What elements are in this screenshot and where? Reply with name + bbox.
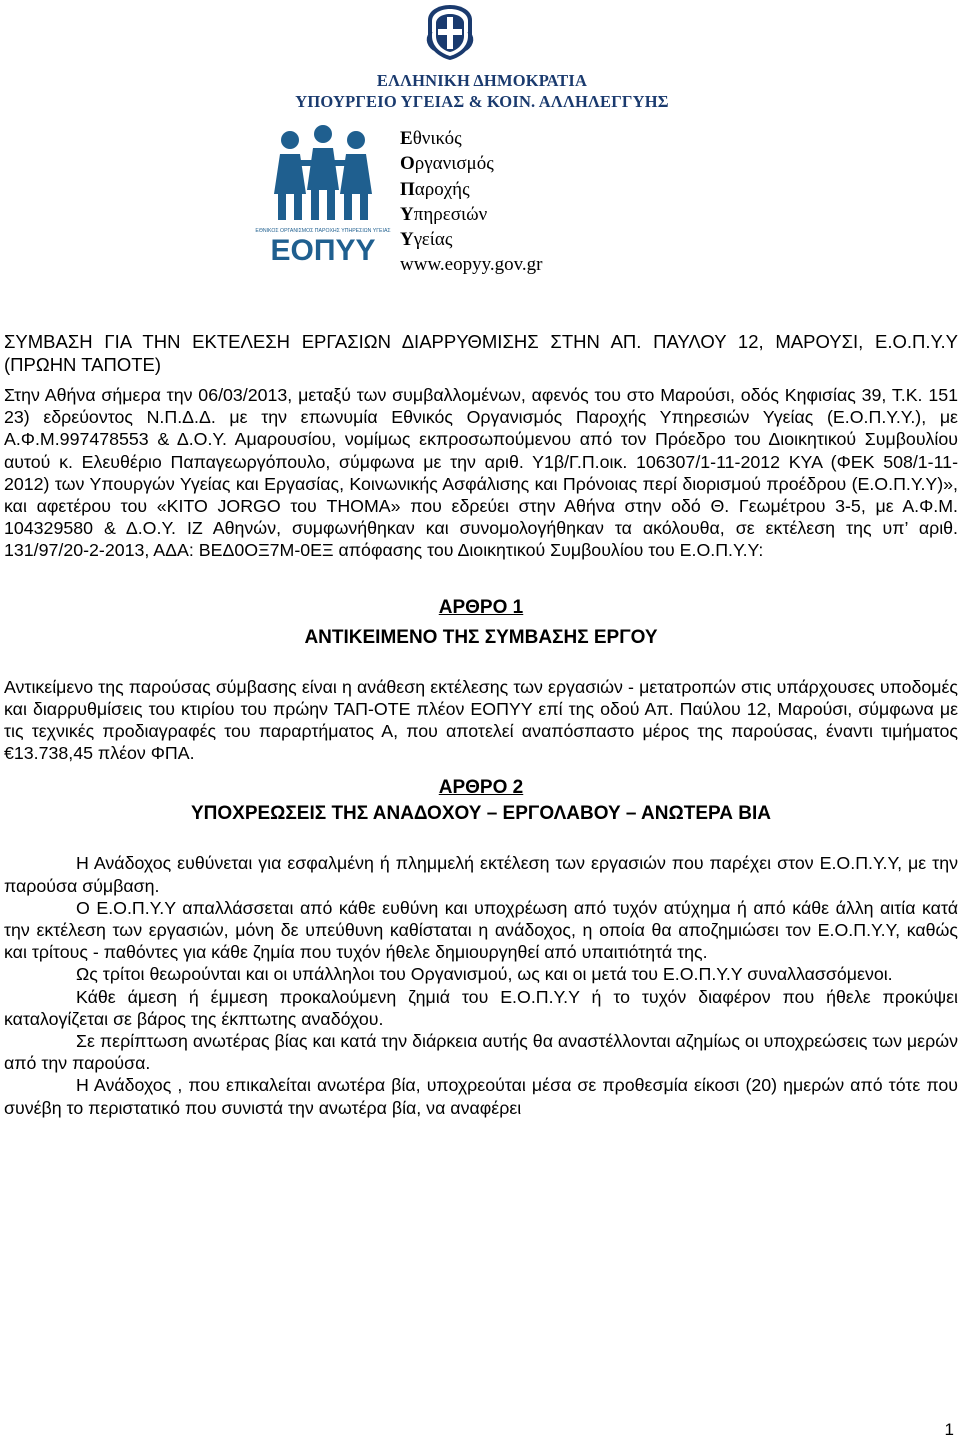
article-1-text: Αντικείμενο της παρούσας σύμβασης είναι η ανάθεση εκτέλεσης των εργασιών - μετατροπών στις υπάρχουσες υποδομές και διαρρυθμίσεις του κτιρίου του πρώην ΤΑΠ-ΟΤΕ πλέον ΕΟΠΥΥ επί της οδού Απ. Παύλου 12, Μαρούσι, σύμφωνα με τις τεχνικές προδιαγραφές του παραρτήματος Α, που αποτελεί αναπόσπαστο μέρος της παρούσας, έναντι τιμήματος €13.738,45 πλέον ΦΠΑ. <box>4 676 958 764</box>
article-2-number: ΑΡΘΡΟ 2 <box>438 777 524 799</box>
org-line-5: Υγείας <box>400 229 453 251</box>
article-2-paragraph: Κάθε άμεση ή έμμεση προκαλούμενη ζημιά του Ε.Ο.Π.Υ.Υ ή το τυχόν διαφέρον που ήθελε προκύψει καταλογίζεται σε βάρος της έκπτωτης αναδόχου. <box>4 986 958 1029</box>
org-line-1: Εθνικός <box>400 128 462 149</box>
org-line-3: Παροχής <box>400 178 470 200</box>
ministry-line-1: ΕΛΛΗΝΙΚΗ ΔΗΜΟΚΡΑΤΙΑ <box>376 71 588 90</box>
org-line-4: Υπηρεσιών <box>400 203 488 225</box>
logo-small-text: ΕΘΝΙΚΟΣ ΟΡΓΑΝΙΣΜΟΣ ΠΑΡΟΧΗΣ ΥΠΗΡΕΣΙΩΝ ΥΓΕΙΑΣ <box>255 228 391 234</box>
article-2-paragraph: Ως τρίτοι θεωρούνται και οι υπάλληλοι του Οργανισμού, ως και οι μετά του Ε.Ο.Π.Υ.Υ συναλλασσόμενοι. <box>76 964 893 985</box>
article-2-paragraph: Η Ανάδοχος , που επικαλείται ανωτέρα βία, υποχρεούται μέσα σε προθεσμία είκοσι (20) ημερών από τότε που συνέβη το περιστατικό που συνιστά την ανωτέρα βία, να αναφέρει <box>4 1075 958 1118</box>
article-1-title: ΑΝΤΙΚΕΙΜΕΝΟ ΤΗΣ ΣΥΜΒΑΣΗΣ ΕΡΓΟΥ <box>304 626 658 648</box>
article-2-paragraph: Σε περίπτωση ανωτέρας βίας και κατά την διάρκεια αυτής θα αναστέλλονται αζημίως οι υποχρεώσεις των μερών από την παρούσα. <box>4 1031 958 1074</box>
organization-name <box>400 126 494 252</box>
article-2-title: ΥΠΟΧΡΕΩΣΕΙΣ ΤΗΣ ΑΝΑΔΟΧΟΥ – ΕΡΓΟΛΑΒΟΥ – ΑΝΩΤΕΡΑ ΒΙΑ <box>190 803 771 825</box>
website-link[interactable]: www.eopyy.gov.gr <box>400 254 543 275</box>
article-1-number: ΑΡΘΡΟ 1 <box>438 596 524 618</box>
greek-coat-of-arms-icon <box>422 2 478 62</box>
page-number: 1 <box>944 1420 954 1439</box>
article-2-paragraph: Ο Ε.Ο.Π.Υ.Υ απαλλάσσεται από κάθε ευθύνη και υποχρέωση από τυχόν ατύχημα ή από κάθε άλλη αιτία κατά την εκτέλεση των εργασιών, μόνη δε υπεύθυνη καθίσταται η ανάδοχος, η οποία θα αποζημιώσει τον Ε.Ο.Π.Υ.Υ, καθώς και τρίτους - παθόντες για κάθε ζημία που τυχόν ήθελε δημιουργηθεί από υπαιτιότητά της. <box>4 897 958 963</box>
ministry-heading <box>262 70 702 112</box>
document-body <box>4 330 958 1119</box>
logo-wordmark: ΕΟΠΥΥ <box>270 234 376 267</box>
ministry-line-2: ΥΠΟΥΡΓΕΙΟ ΥΓΕΙΑΣ & ΚΟΙΝ. ΑΛΛΗΛΕΓΓΥΗΣ <box>295 92 669 111</box>
org-line-2: Οργανισμός <box>400 153 494 175</box>
eopyy-logo <box>255 124 391 267</box>
contract-title: ΣΥΜΒΑΣΗ ΓΙΑ ΤΗΝ ΕΚΤΕΛΕΣΗ ΕΡΓΑΣΙΩΝ ΔΙΑΡΡΥΘΜΙΣΗΣ ΣΤΗΝ ΑΠ. ΠΑΥΛΟΥ 12, ΜΑΡΟΥΣΙ, Ε.Ο.Π.Υ.Υ (ΠΡΩΗΝ ΤΑΠΟΤΕ) <box>4 331 958 375</box>
intro-paragraph: Στην Αθήνα σήμερα την 06/03/2013, μεταξύ των συμβαλλομένων, αφενός του στο Μαρούσι, οδός Κηφισίας 39, Τ.Κ. 151 23) εδρεύοντος Ν.Π.Δ.Δ. με την επωνυμία Εθνικός Οργανισμός Παροχής Υπηρεσιών Υγείας (Ε.Ο.Π.Υ.Υ.), με Α.Φ.Μ.997478553 & Δ.Ο.Υ. Αμαρουσίου, νομίμως εκπροσωπούμενου από τον Πρόεδρο του Διοικητικού Συμβουλίου αυτού κ. Ελευθέριο Παπαγεωργόπουλο, σύμφωνα με την αριθ. Υ1β/Γ.Π.οικ. 106307/1-11-2012 ΚΥΑ (ΦΕΚ 508/1-11-2012) των Υπουργών Υγείας και Εργασίας, Κοινωνικής Ασφάλισης και Πρόνοιας περί διορισμού προέδρου (Ε.Ο.Π.Υ.Υ)», και αφετέρου του «ΚΙΤΟ JORGO του THOMA» που εδρεύει στην Αθήνα στην οδό Θ. Γεωμέτρου 3-5, με Α.Φ.Μ. 104329580 & Δ.Ο.Υ. ΙΖ Αθηνών, συμφωνήθηκαν και συνομολογήθηκαν τα ακόλουθα, σε εκτέλεση της υπ’ αριθ. 131/97/20-2-2013, ΑΔΑ: ΒΕΔ0ΟΞ7Μ-0ΕΞ απόφασης του Διοικητικού Συμβουλίου του Ε.Ο.Π.Υ.Υ: <box>4 385 958 561</box>
article-2-paragraph: Η Ανάδοχος ευθύνεται για εσφαλμένη ή πλημμελή εκτέλεση των εργασιών που παρέχει στον Ε.Ο.Π.Υ.Υ, με την παρούσα σύμβαση. <box>4 853 958 896</box>
